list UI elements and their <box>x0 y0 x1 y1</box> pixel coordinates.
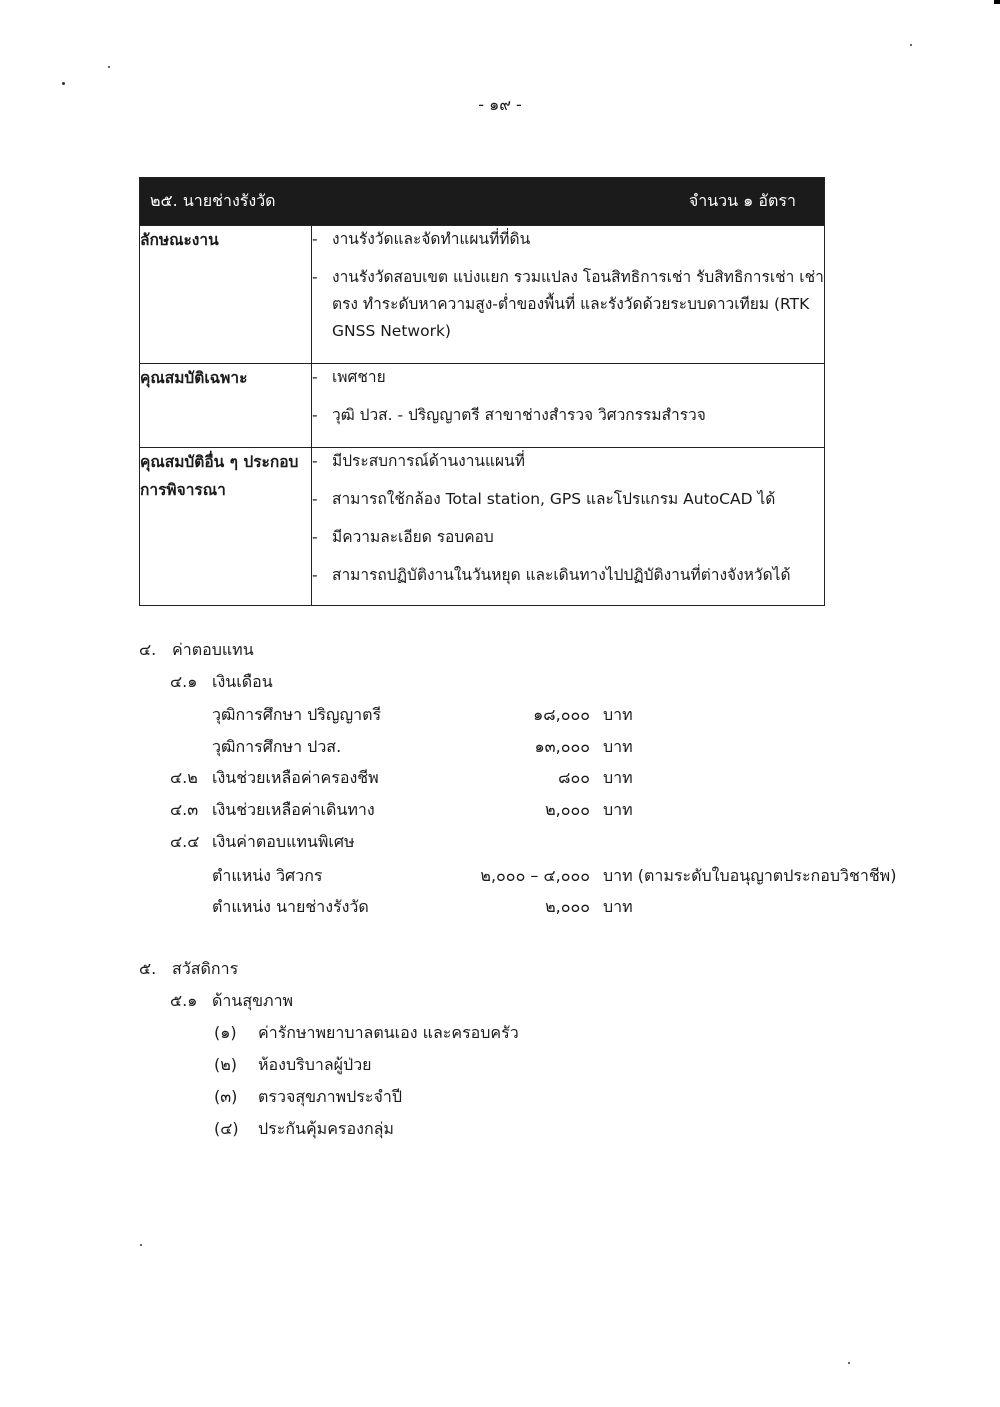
scan-speck <box>108 66 110 68</box>
welfare-item: (๑) ค่ารักษาพยาบาลตนเอง และครอบครัว <box>214 1023 519 1042</box>
salary-bachelor-amount: ๑๘,๐๐๐ <box>533 705 590 724</box>
surveyor-label: ตำแหน่ง นายช่างรังวัด <box>212 897 369 916</box>
list-item: - สามารถปฏิบัติงานในวันหยุด และเดินทางไปปฏิบัติงานที่ต่างจังหวัดได้ <box>312 562 824 589</box>
bullet-dash: - <box>312 268 318 286</box>
row-items <box>312 448 825 606</box>
bullet-dash: - <box>312 566 318 584</box>
scan-speck <box>910 44 912 46</box>
bullet-dash: - <box>312 406 318 424</box>
travel-allowance-unit: บาท <box>603 800 633 819</box>
salary-diploma-amount: ๑๓,๐๐๐ <box>534 737 590 756</box>
table-row <box>140 448 825 606</box>
list-item: - มีประสบการณ์ด้านงานแผนที่ <box>312 448 824 475</box>
welfare-item: (๒) ห้องบริบาลผู้ป่วย <box>214 1055 372 1074</box>
bullet-dash: - <box>312 528 318 546</box>
welfare-item: (๔) ประกันคุ้มครองกลุ่ม <box>214 1119 394 1138</box>
bullet-dash: - <box>312 452 318 470</box>
row-items <box>312 364 825 448</box>
row-label: คุณสมบัติเฉพาะ <box>140 364 312 448</box>
page-number: - ๑๙ - <box>478 95 522 114</box>
list-item: - มีความละเอียด รอบคอบ <box>312 524 824 551</box>
living-allowance-unit: บาท <box>603 768 633 787</box>
section-4-2-heading: ๔.๒ เงินช่วยเหลือค่าครองชีพ <box>170 768 379 787</box>
salary-diploma-label: วุฒิการศึกษา ปวส. <box>212 737 342 756</box>
surveyor-unit: บาท <box>603 897 633 916</box>
engineer-amount: ๒,๐๐๐ – ๔,๐๐๐ <box>480 866 590 885</box>
list-item: - งานรังวัดสอบเขต แบ่งแยก รวมแปลง โอนสิทธิการเช่า รับสิทธิการเช่า เช่าตรง ทำระดับหาความสูง-ต่ำของพื้นที่ และรังวัดด้วยระบบดาวเทียม (RTK GNSS Network) <box>312 264 824 345</box>
scan-speck <box>140 1244 142 1246</box>
salary-diploma-unit: บาท <box>603 737 633 756</box>
bullet-dash: - <box>312 230 318 248</box>
engineer-label: ตำแหน่ง วิศวกร <box>212 866 323 885</box>
position-table <box>139 177 825 606</box>
position-header <box>140 178 825 226</box>
surveyor-amount: ๒,๐๐๐ <box>545 897 590 916</box>
bullet-dash: - <box>312 368 318 386</box>
position-quantity: จำนวน ๑ อัตรา <box>688 191 796 210</box>
scan-speck <box>848 1362 850 1364</box>
engineer-unit: บาท (ตามระดับใบอนุญาตประกอบวิชาชีพ) <box>603 866 897 885</box>
section-4-heading: ๔. ค่าตอบแทน <box>139 640 254 659</box>
living-allowance-amount: ๘๐๐ <box>558 768 590 787</box>
section-5-1-heading: ๕.๑ ด้านสุขภาพ <box>170 991 294 1010</box>
position-title: ๒๕. นายช่างรังวัด <box>150 191 276 210</box>
section-5-heading: ๕. สวัสดิการ <box>139 959 239 978</box>
list-item: - งานรังวัดและจัดทำแผนที่ที่ดิน <box>312 226 824 253</box>
scan-speck <box>62 82 65 85</box>
travel-allowance-amount: ๒,๐๐๐ <box>545 800 590 819</box>
welfare-item: (๓) ตรวจสุขภาพประจำปี <box>214 1087 402 1106</box>
section-4-3-heading: ๔.๓ เงินช่วยเหลือค่าเดินทาง <box>170 800 375 819</box>
bullet-dash: - <box>312 490 318 508</box>
salary-bachelor-unit: บาท <box>603 705 633 724</box>
section-4-1-heading: ๔.๑ เงินเดือน <box>170 672 273 691</box>
row-label: ลักษณะงาน <box>140 226 312 364</box>
table-row <box>140 226 825 364</box>
row-label: คุณสมบัติอื่น ๆ ประกอบการพิจารณา <box>140 448 312 606</box>
row-items <box>312 226 825 364</box>
section-4-4-heading: ๔.๔ เงินค่าตอบแทนพิเศษ <box>170 832 355 851</box>
list-item: - เพศชาย <box>312 364 824 391</box>
salary-bachelor-label: วุฒิการศึกษา ปริญญาตรี <box>212 705 382 724</box>
table-row <box>140 364 825 448</box>
list-item: - วุฒิ ปวส. - ปริญญาตรี สาขาช่างสำรวจ วิศวกรรมสำรวจ <box>312 402 824 429</box>
scan-corner-mark <box>994 0 1000 4</box>
list-item: - สามารถใช้กล้อง Total station, GPS และโปรแกรม AutoCAD ได้ <box>312 486 824 513</box>
